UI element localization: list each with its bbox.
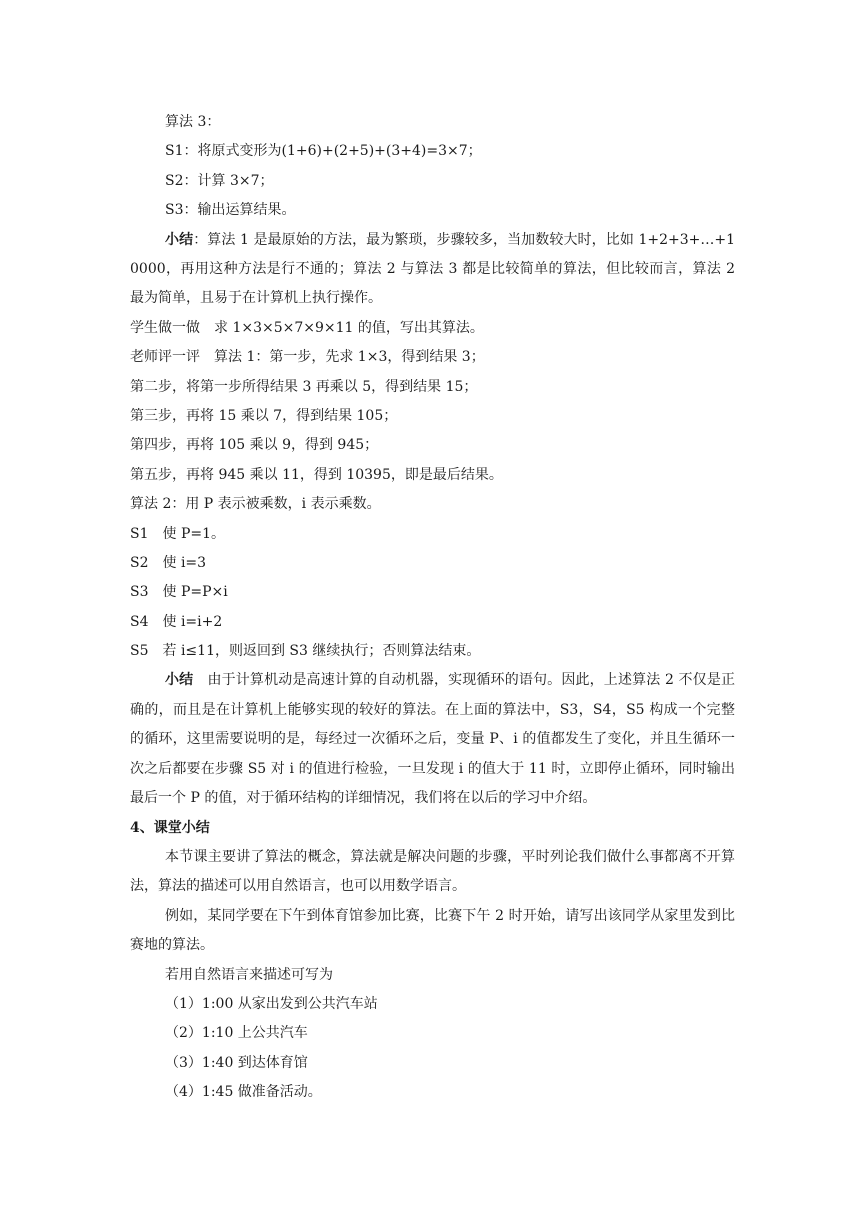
algorithm-2-title: 算法 2：用 P 表示被乘数，i 表示乘数。 xyxy=(130,496,381,513)
algorithm-3-step-2: S2：计算 3×7； xyxy=(165,172,274,189)
summary-text: 由于计算机动是高速计算的自动机器，实现循环的语句。因此，上述算法 2 不仅是正确的，而且是在计算机上能够实现的较好的算法。在上面的算法中，S3，S4，S5 构成一个完整的循环，这里需要说明的是，每经过一次循环之后，变量 P、i 的值都发生了变化，并且生循环一次之后都要在步骤 S5 对 i 的值进行检验，一旦发现 i 的值大于 11 时，立即停止循环，同时输出最后一个 P 的值，对于循环结构的详细情况，我们将在以后的学习中介绍。 xyxy=(130,672,735,807)
summary-paragraph-2 xyxy=(130,666,735,813)
step-four: 第四步，再将 105 乘以 9，得到 945； xyxy=(130,437,379,454)
summary-label: 小结 xyxy=(165,672,194,689)
list-item: （1）1:00 从家出发到公共汽车站 xyxy=(165,995,378,1012)
summary-paragraph-1 xyxy=(130,226,735,314)
summary-text: ：算法 1 是最原始的方法，最为繁琐，步骤较多，当加数较大时，比如 1+2+3+…+10000，再用这种方法是行不通的；算法 2 与算法 3 都是比较简单的算法，但比较而言，算法 2 最为简单，且易于在计算机上执行操作。 xyxy=(130,231,735,307)
algorithm-3-title: 算法 3： xyxy=(165,114,221,130)
step-three: 第三步，再将 15 乘以 7，得到结果 105； xyxy=(130,407,398,424)
step-five: 第五步，再将 945 乘以 11，得到 10395，即是最后结果。 xyxy=(130,466,503,483)
student-exercise: 学生做一做 求 1×3×5×7×9×11 的值，写出其算法。 xyxy=(130,319,484,336)
teacher-review: 老师评一评 算法 1：第一步，先求 1×3，得到结果 3； xyxy=(130,349,485,366)
list-item: （4）1:45 做准备活动。 xyxy=(165,1084,322,1101)
example-paragraph: 例如，某同学要在下午到体育馆参加比赛，比赛下午 2 时开始，请写出该同学从家里发到比赛地的算法。 xyxy=(130,907,735,954)
list-item: （2）1:10 上公共汽车 xyxy=(165,1025,308,1042)
summary-label: 小结 xyxy=(165,231,194,248)
step-two: 第二步，将第一步所得结果 3 再乘以 5，得到结果 15； xyxy=(130,378,478,395)
algorithm-2-s3: S3 使 P=P×i xyxy=(130,584,228,601)
algorithm-2-s2: S2 使 i=3 xyxy=(130,554,207,571)
natural-language-intro: 若用自然语言来描述可写为 xyxy=(165,966,333,983)
lesson-summary-paragraph: 本节课主要讲了算法的概念，算法就是解决问题的步骤，平时列论我们做什么事都离不开算法，算法的描述可以用自然语言，也可以用数学语言。 xyxy=(130,848,735,895)
algorithm-2-s4: S4 使 i=i+2 xyxy=(130,613,223,630)
algorithm-3-step-1: S1：将原式变形为(1+6)+(2+5)+(3+4)=3×7； xyxy=(165,143,482,160)
document-body xyxy=(130,108,735,1107)
list-item: （3）1:40 到达体育馆 xyxy=(165,1054,308,1071)
algorithm-3-step-3: S3：输出运算结果。 xyxy=(165,202,296,219)
algorithm-2-s5: S5 若 i≤11，则返回到 S3 继续执行；否则算法结束。 xyxy=(130,643,481,660)
algorithm-2-s1: S1 使 P=1。 xyxy=(130,525,226,542)
section-heading: 4、课堂小结 xyxy=(130,819,210,836)
